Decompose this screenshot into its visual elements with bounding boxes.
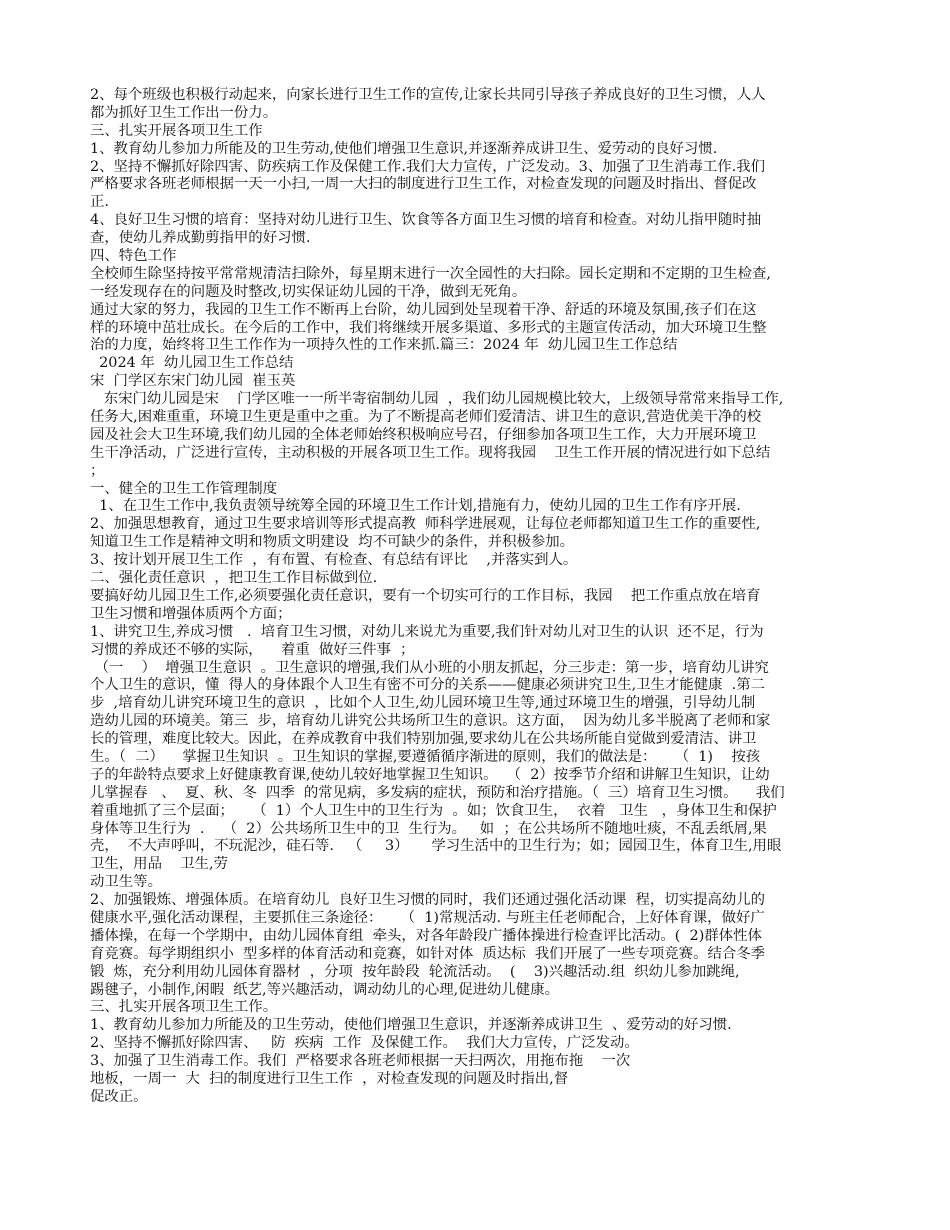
text-line: 1、在卫生工作中,我负责领导统筹全园的环境卫生工作计划,措施有力，使幼儿园的卫生工作有序开展. — [90, 498, 741, 515]
text-line: 三、扎实开展各项卫生工作。 — [90, 999, 278, 1016]
text-line: 任务大,困难重重，环境卫生更是重中之重。为了不断提高老师们爱清洁、讲卫生的意识,营造优美干净的校 — [90, 409, 762, 426]
text-line: 着重地抓了三个层面； （ 1）个人卫生中的卫生行为 。如；饮食卫生， 衣着 卫生 ，身体卫生和保护 — [90, 802, 777, 819]
text-line: 锻 炼，充分利用幼儿园体育器材 ，分项 按年龄段 轮流活动。 ( 3)兴趣活动.组 织幼儿参加跳绳, — [90, 963, 740, 980]
text-line: 2、坚持不懈抓好除四害、防疾病工作及保健工作.我们大力宣传，广泛发动。3、加强了卫生消毒工作.我们 — [90, 158, 766, 175]
text-line: 壳， 不大声呼叫，不玩泥沙，硅石等. （ 3） 学习生活中的卫生行为；如；园园卫生，体育卫生,用眼 — [90, 838, 782, 855]
text-line: 2、坚持不懈抓好除四害、 防 疾病 工作 及保健工作。 我们大力宣传，广泛发动。 — [90, 1035, 639, 1052]
text-line: 生干净活动，广泛进行宣传，主动积极的开展各项卫生工作。现将我园 卫生工作开展的情况进行如下总结 — [90, 444, 771, 461]
text-line: 三、扎实开展各项卫生工作 — [90, 122, 263, 139]
text-line: 东宋门幼儿园是宋 门学区唯一一所半寄宿制幼儿园 ，我们幼儿园规模比较大，上级领导常常来指导工作, — [90, 391, 784, 408]
text-line: 踢毽子，小制作,闲暇 纸艺,等兴趣活动，调动幼儿的心理,促进幼儿健康。 — [90, 981, 559, 998]
text-line: 样的环境中茁壮成长。在今后的工作中，我们将继续开展多渠道、多形式的主题宣传活动，加大环境卫生整 — [90, 319, 767, 336]
text-line: 2024 年 幼儿园卫生工作总结 — [90, 355, 294, 372]
text-line: 育竞赛。每学期组织小 型多样的体育活动和竞赛，如针对体 质达标 我们开展了一些专项竞赛。结合冬季 — [90, 945, 766, 962]
text-line: 造幼儿园的环境美。第三 步，培育幼儿讲究公共场所卫生的意识。这方面， 因为幼儿多半脱离了老师和家 — [90, 713, 771, 730]
text-line: 通过大家的努力，我园的卫生工作不断再上台阶，幼儿园到处呈现着干净、舒适的环境及氛围,孩子们在这 — [90, 301, 757, 318]
text-line: 2、加强思想教育，通过卫生要求培训等形式提高教 师科学进展观，让每位老师都知道卫生工作的重要性, — [90, 516, 761, 533]
text-line: 健康水平,强化活动课程，主要抓住三条途径： （ 1)常规活动. 与班主任老师配合，上好体育课，做好广 — [90, 909, 765, 926]
text-line: 要搞好幼儿园卫生工作,必须要强化责任意识，要有一个切实可行的工作目标，我园 把工作重点放在培育 — [90, 587, 761, 604]
text-line: 知道卫生工作是精神文明和物质文明建设 均不可缺少的条件，并积极参加。 — [90, 534, 575, 551]
text-line: 子的年龄特点要求上好健康教育课,使幼儿较好地掌握卫生知识。 （ 2）按季节介绍和讲解卫生知识，让幼 — [90, 766, 770, 783]
text-line: 治的力度，始终将卫生工作作为一项持久性的工作来抓.篇三：2024 年 幼儿园卫生工作总结 — [90, 337, 678, 354]
text-line: 3、按计划开展卫生工作 ，有布置、有检查、有总结有评比 ,并落实到人。 — [90, 552, 578, 569]
text-line: 2、每个班级也积极行动起来，向家长进行卫生工作的宣传,让家长共同引导孩子养成良好的卫生习惯，人人 — [90, 87, 766, 103]
text-line: 1、教育幼儿参加力所能及的卫生劳动,使他们增强卫生意识,并逐渐养成讲卫生、爱劳动的良好习惯. — [90, 140, 718, 157]
document-body — [90, 87, 860, 1107]
text-line: 一经发现存在的问题及时整改,切实保证幼儿园的干净，做到无死角。 — [90, 283, 527, 300]
text-line: 4、良好卫生习惯的培育：坚持对幼儿进行卫生、饮食等各方面卫生习惯的培育和检查。对幼儿指甲随时抽 — [90, 212, 762, 229]
text-line: 生。（ 二） 掌握卫生知识 。卫生知识的掌握,要遵循循序渐进的原则，我们的做法是： （ 1) 按孩 — [90, 748, 761, 765]
text-line: （一 ） 增强卫生意识 。卫生意识的增强,我们从小班的小朋友抓起，分三步走：第一步，培育幼儿讲究 — [90, 659, 769, 676]
text-line: 卫生，用品 卫生,劳 — [90, 856, 228, 873]
text-line: 查，使幼儿养成勤剪指甲的好习惯. — [90, 230, 311, 247]
text-line: 一、健全的卫生工作管理制度 — [90, 480, 278, 497]
text-line: 1、讲究卫生,养成习惯 . 培育卫生习惯，对幼儿来说尤为重要,我们针对幼儿对卫生的认识 还不足，行为 — [90, 623, 764, 640]
text-line: 二、强化责任意识 ，把卫生工作目标做到位. — [90, 570, 378, 587]
text-line: 园及社会大卫生环境,我们幼儿园的全体老师始终积极响应号召，仔细参加各项卫生工作，大力开展环境卫 — [90, 426, 757, 443]
text-line: 1、教育幼儿参加力所能及的卫生劳动，使他们增强卫生意识，并逐渐养成讲卫生 、爱劳动的好习惯. — [90, 1017, 732, 1034]
text-line: 正. — [90, 194, 109, 211]
text-line: 播体操，在每一个学期中，由幼儿园体育组 牵头，对各年龄段广播体操进行检查评比活动。( 2)群体性体 — [90, 927, 762, 944]
text-line: 全校师生除坚持按平常常规清洁扫除外，每星期末进行一次全园性的大扫除。园长定期和不定期的卫生检查, — [90, 265, 771, 282]
text-line: 动卫生等。 — [90, 874, 162, 891]
text-line: 长的管理，难度比较大。因此，在养成教育中我们特别加强,要求幼儿在公共场所能自觉做到爱清洁、讲卫 — [90, 731, 757, 748]
text-line: 2、加强锻炼、增强体质。在培育幼儿 良好卫生习惯的同时，我们还通过强化活动课 程，切实提高幼儿的 — [90, 892, 766, 909]
text-line: 习惯的养成还不够的实际， 着重 做好三件事 ； — [90, 641, 415, 658]
text-line: 宋 门学区东宋门幼儿园 崔玉英 — [90, 373, 296, 390]
text-line: 步 ,培育幼儿讲究环境卫生的意识 ，比如个人卫生,幼儿园环境卫生等,通过环境卫生的增强，引导幼儿制 — [90, 695, 756, 712]
text-line: 个人卫生的意识，懂 得人的身体跟个人卫生有密不可分的关系——健康必须讲究卫生,卫生才能健康 .第二 — [90, 677, 766, 694]
text-line: 地板，一周一 大 扫的制度进行卫生工作 ，对检查发现的问题及时指出,督 — [90, 1070, 569, 1087]
text-line: 四、特色工作 — [90, 248, 177, 265]
text-line: 3、加强了卫生消毒工作。我们 严格要求各班老师根据一天扫两次，用拖布拖 一次 — [90, 1053, 631, 1070]
text-line: ； — [90, 462, 105, 479]
text-line: 卫生习惯和增强体质两个方面； — [90, 605, 292, 622]
text-line: 身体等卫生行为 . （ 2）公共场所卫生中的卫 生行为。 如 ；在公共场所不随地吐痰，不乱丢纸屑,果 — [90, 820, 767, 837]
text-line: 儿掌握春 、 夏、秋、冬 四季 的常见病，多发病的症状，预防和治疗措施。（ 三）培育卫生习惯。 我们 — [90, 784, 785, 801]
text-line: 都为抓好卫生工作出一份力。 — [90, 104, 278, 121]
text-line: 严格要求各班老师根据一天一小扫,一周一大扫的制度进行卫生工作，对检查发现的问题及时指出、督促改 — [90, 176, 757, 193]
text-line: 促改正。 — [90, 1088, 148, 1105]
